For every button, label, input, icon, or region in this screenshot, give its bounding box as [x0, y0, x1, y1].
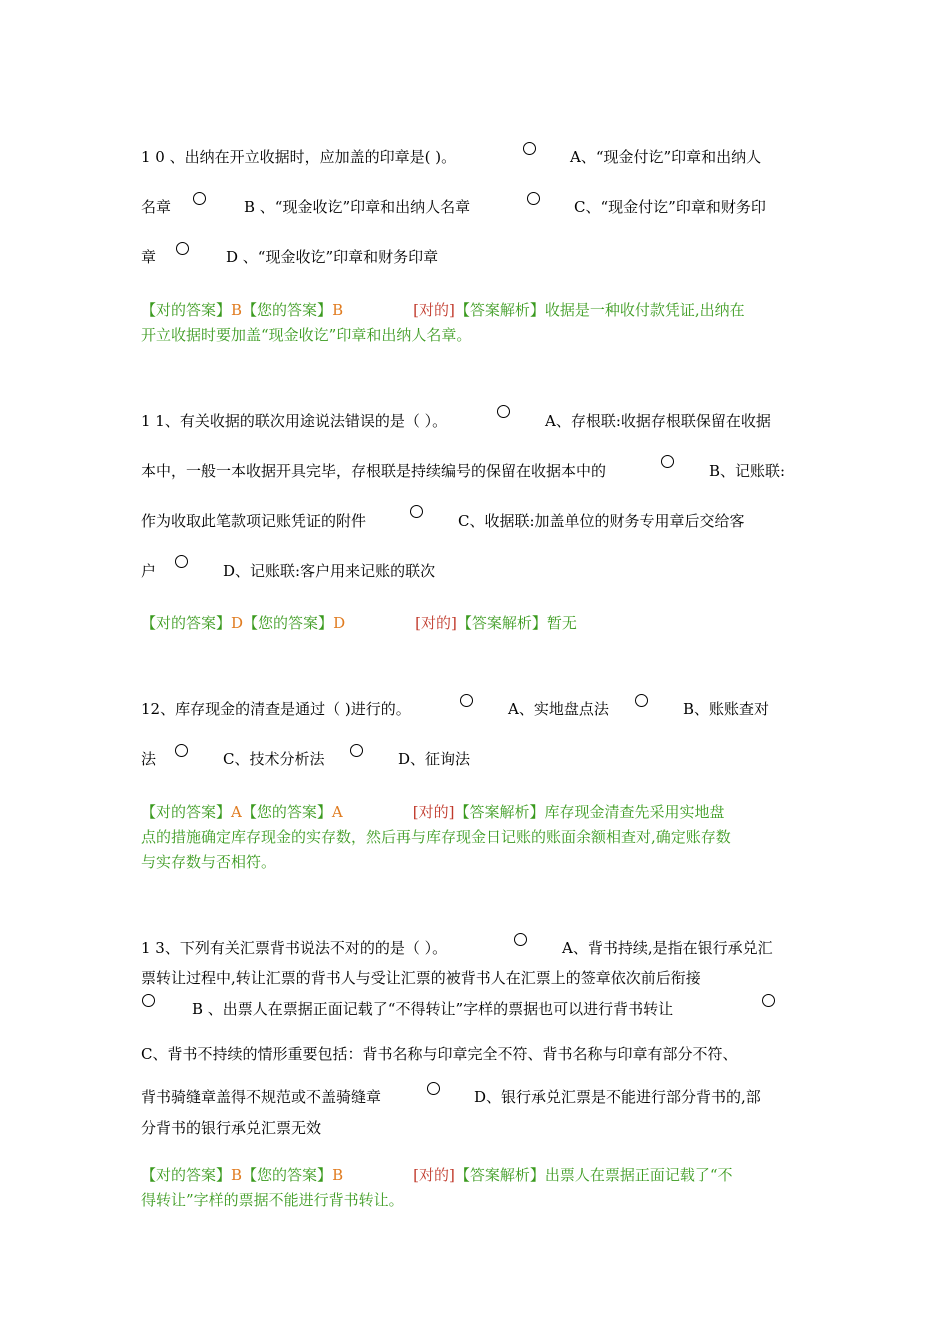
correct-answer-label: 【对的答案】	[141, 1166, 232, 1184]
your-answer-label: 【您的答案】	[243, 614, 334, 632]
analysis-text: 出票人在票据正面记载了“不	[544, 1166, 733, 1184]
option-b-text: B 、“现金收讫”印章和出纳人名章	[244, 198, 471, 216]
option-b-text: B、记账联:	[709, 462, 786, 480]
analysis-label: 【答案解析】	[454, 301, 545, 319]
option-b-text-cont: 作为收取此笔款项记账凭证的附件	[141, 512, 367, 530]
option-d-text: D、征询法	[398, 750, 471, 768]
correct-answer-label: 【对的答案】	[141, 614, 232, 632]
option-a-text: A、背书持续,是指在银行承兑汇	[562, 939, 773, 957]
option-a-text: A、实地盘点法	[508, 700, 609, 718]
radio-option-b[interactable]	[635, 694, 648, 707]
correct-answer-label: 【对的答案】	[141, 803, 232, 821]
option-a-text: A、“现金付讫”印章和出纳人	[570, 148, 762, 166]
correct-answer-label: 【对的答案】	[141, 301, 232, 319]
radio-option-a[interactable]	[497, 405, 510, 418]
status-badge: [对的]	[413, 301, 455, 319]
radio-option-d[interactable]	[427, 1082, 440, 1095]
option-c-text: C、技术分析法	[223, 750, 325, 768]
your-answer-value: B	[332, 301, 344, 319]
option-c-text: C、“现金付讫”印章和财务印	[574, 198, 766, 216]
status-badge: [对的]	[412, 803, 455, 821]
your-answer-label: 【您的答案】	[242, 301, 333, 319]
answer-block	[141, 800, 821, 875]
radio-option-b[interactable]	[661, 455, 674, 468]
your-answer-value: B	[332, 1166, 344, 1184]
option-c-text-cont: 户	[141, 562, 157, 580]
analysis-label: 【答案解析】	[454, 1166, 545, 1184]
analysis-text: 暂无	[546, 614, 577, 632]
your-answer-value: D	[333, 614, 346, 632]
option-d-text: D、银行承兑汇票是不能进行部分背书的,部	[474, 1088, 761, 1106]
analysis-text-cont: 得转让”字样的票据不能进行背书转让。	[141, 1191, 404, 1209]
option-a-text-cont: 票转让过程中,转让汇票的背书人与受让汇票的被背书人在汇票上的签章依次前后衔接	[141, 969, 701, 987]
radio-option-d[interactable]	[350, 744, 363, 757]
analysis-text: 库存现金清查先采用实地盘	[544, 803, 725, 821]
option-b-text: B、账账查对	[683, 700, 770, 718]
analysis-text: 收据是一种收付款凭证,出纳在	[544, 301, 745, 319]
analysis-label: 【答案解析】	[454, 803, 545, 821]
option-d-text: D、记账联:客户用来记账的联次	[223, 562, 436, 580]
option-c-text-cont: 章	[141, 248, 157, 266]
option-a-text-cont: 本中，一般一本收据开具完毕，存根联是持续编号的保留在收据本中的	[141, 462, 607, 480]
status-badge: [对的]	[413, 1166, 455, 1184]
radio-option-d[interactable]	[175, 555, 188, 568]
option-d-text: D 、“现金收讫”印章和财务印章	[226, 248, 439, 266]
your-answer-label: 【您的答案】	[241, 803, 332, 821]
answer-block	[141, 298, 821, 348]
option-c-text: C、背书不持续的情形重要包括：背书名称与印章完全不符、背书名称与印章有部分不符、	[141, 1045, 738, 1063]
question-stem: 1 0 、出纳在开立收据时，应加盖的印章是( )。	[141, 148, 457, 166]
correct-answer-value: B	[231, 301, 243, 319]
radio-option-c[interactable]	[527, 192, 540, 205]
radio-option-b[interactable]	[142, 994, 155, 1007]
radio-option-b[interactable]	[193, 192, 206, 205]
answer-block	[141, 611, 821, 636]
option-b-text-cont: 法	[141, 750, 157, 768]
question-stem: 1 3、下列有关汇票背书说法不对的的是（ ）。	[141, 939, 448, 957]
analysis-label: 【答案解析】	[456, 614, 547, 632]
option-d-text-cont: 分背书的银行承兑汇票无效	[141, 1119, 322, 1137]
status-badge: [对的]	[415, 614, 457, 632]
option-c-text-cont: 背书骑缝章盖得不规范或不盖骑缝章	[141, 1088, 382, 1106]
radio-option-a[interactable]	[514, 933, 527, 946]
radio-option-c[interactable]	[175, 744, 188, 757]
answer-block	[141, 1163, 821, 1213]
radio-option-c[interactable]	[410, 505, 423, 518]
radio-option-a[interactable]	[523, 142, 536, 155]
your-answer-value: A	[331, 803, 343, 821]
analysis-text-cont: 与实存数与否相符。	[141, 853, 277, 871]
radio-option-a[interactable]	[460, 694, 473, 707]
option-a-text-cont: 名章	[141, 198, 172, 216]
radio-option-c[interactable]	[762, 994, 775, 1007]
radio-option-d[interactable]	[176, 242, 189, 255]
analysis-text-cont: 开立收据时要加盖“现金收讫”印章和出纳人名章。	[141, 326, 472, 344]
option-a-text: A、存根联:收据存根联保留在收据	[545, 412, 771, 430]
correct-answer-value: B	[231, 1166, 243, 1184]
your-answer-label: 【您的答案】	[242, 1166, 333, 1184]
option-c-text: C、收据联:加盖单位的财务专用章后交给客	[458, 512, 745, 530]
option-b-text: B 、出票人在票据正面记载了“不得转让”字样的票据也可以进行背书转让	[192, 1000, 674, 1018]
question-stem: 1 1、有关收据的联次用途说法错误的是（ ）。	[141, 412, 448, 430]
question-stem: 12、库存现金的清查是通过（ )进行的。	[141, 700, 411, 718]
analysis-text-cont: 点的措施确定库存现金的实存数，然后再与库存现金日记账的账面余额相查对,确定账存数	[141, 828, 731, 846]
correct-answer-value: D	[231, 614, 244, 632]
correct-answer-value: A	[231, 803, 242, 821]
